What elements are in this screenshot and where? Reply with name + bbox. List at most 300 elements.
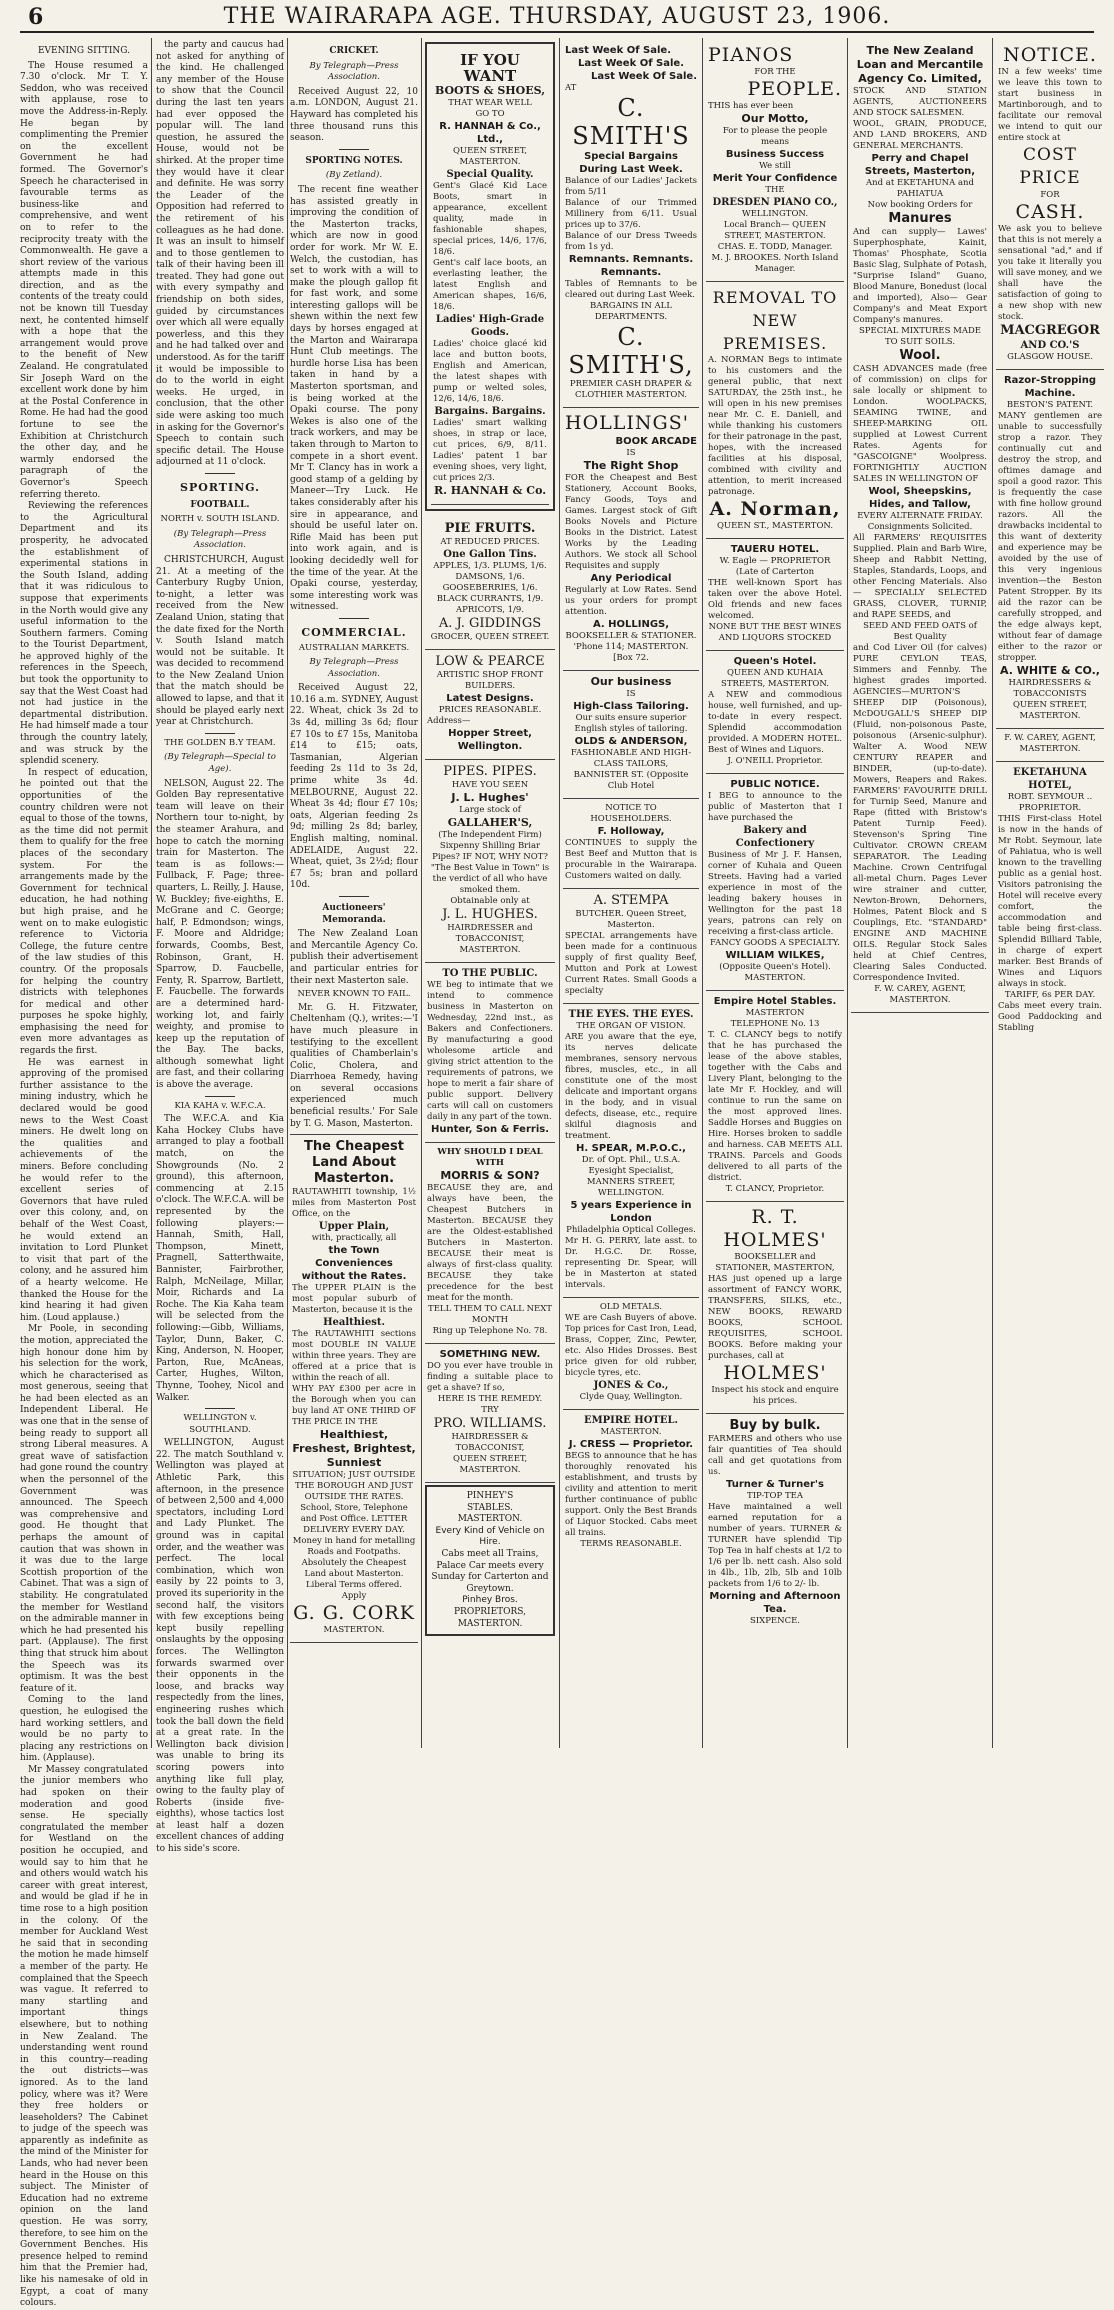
ad-text: PRICES REASONABLE.: [438, 705, 542, 715]
article-heading: AUSTRALIAN MARKETS.: [298, 642, 410, 653]
ad-text: (The Independent Firm): [438, 830, 542, 840]
ad-text: Our suits ensure superior English styles of tailoring.: [574, 713, 688, 734]
ad-name: C. SMITH'S,: [568, 323, 694, 379]
column-parliament: [20, 40, 148, 2309]
ad-text: Ladies' choice glacé kid lace and button boots, English and American, the latest shapes with pump or welted soles, 12/6, 14/6, 18/6.: [433, 339, 547, 404]
article-heading: KIA KAHA v. W.F.C.A.: [174, 1100, 266, 1111]
masthead: [0, 0, 1114, 34]
ad-text: TELEPHONE No. 13: [730, 1019, 820, 1029]
column-ads-a: [425, 40, 555, 1746]
ad-text: HAIRDRESSERS & TOBACCONISTS QUEEN STREET, MASTERTON.: [1008, 678, 1092, 721]
ad-text: GALLAHER'S,: [447, 816, 533, 829]
ad-text: MANY gentlemen are unable to successfully strop a razor. They continually cut and destroy the strop, and oftimes damage and spoil a good razor. This is frequently the case with fine hollow ground razors. All the drawbacks incidental to this want of dexterity and experience may be avoided by the use of this very ingenious invention—the Beston Patent Stropper. By its aid the razor can be carefully stropped, and the edge always kept, without fear of damage either to the razor or stropper.: [998, 411, 1102, 663]
ad-name: Pinhey Bros.: [462, 1595, 518, 1606]
column-divider: [847, 38, 848, 1748]
divider: [205, 733, 235, 734]
ad-subtitle: High-Class Tailoring.: [573, 701, 689, 712]
column-divider: [287, 38, 288, 1748]
ad-text: HAS just opened up a large assortment of FANCY WORK, TRANSFERS, SILKS, etc., NEW BOOKS, REWARD BOOKS, SCHOOL REQUISITES, SCHOOL BOOKS. Before making your purchases, call at: [708, 1274, 842, 1361]
ad-text: Ring up Telephone No. 78.: [432, 1326, 548, 1336]
article-paragraph: The New Zealand Loan and Mercantile Agency Co. publish their advertisement and particular entries for their next Masterton sale.: [290, 929, 418, 986]
ad-text: Mr H. G. PERRY, late asst. to Dr. H.G.C. Dr. Rosse, representing Dr. Spear, will be in Masterton at stated intervals.: [565, 1236, 697, 1290]
ad-title: PINHEY'S: [466, 1491, 514, 1501]
ad-subtitle: Bakery and Confectionery: [735, 825, 815, 849]
ad-text: GLASGOW HOUSE.: [1007, 352, 1093, 362]
advert-nz-loan: [851, 40, 989, 1013]
advert-olds-anderson: [563, 671, 699, 799]
ad-text: The UPPER PLAIN is the most popular suburb of Masterton, because it is the: [292, 1283, 416, 1316]
ad-text: and Cod Liver Oil (for calves) PURE CEYLON TEAS, Simmers and Fennby. The highest grades imported. AGENCIES—MURTON'S SHEEP DIP (Poisonous), McDOUGALL'S SHEEP DIP (Fluid, non-poisonous Paste, poisonous (Arsenic-sulphur). Walter A. Wood NEW CENTURY REAPER and BINDER, (up-to-date). Mowers, Reapers and Rakes. FARMERS' FAVOURITE DRILL for Turnip Seed, Manure and Rape (fitted with Bristow's Patent Turnip Feed). Stevenson's Spring Tine Cultivator. CROWN CREAM SEPARATOR. The Leading Machine. Crown Centrifugal all-metal Churn. Pages Lever wire strainer and cutter, Newton-Brown, Dehorners, Holmes, Patent Block and S Couplings, Etc. "STANDARD" ENGINE AND MACHINE OILS. Regular Stock Sales held at Chief Centres, Clearing Sales Conducted. Correspondence Invited.: [853, 643, 987, 983]
column-ads-b: [563, 40, 699, 1746]
advert-pipes: [425, 760, 555, 963]
ad-text: We ask you to believe that this is not merely a sensational "ad," and if you take it literally you will save money, and we shall have the satisfaction of going to a new shop with new stock.: [998, 224, 1102, 322]
article-paragraph: Reviewing the references to the Agricultural Department and its prosperity, he advocated the establishment of experimental stations in the South Island, adding that it was ridiculous to suppose that experiments in the North would give any useful information to the Southern farmers. Coming to the Tourist Department, he approved highly of the references in the Speech, but took the opportunity to say that the West Coast had not had justice in the departmental distribution. He had himself made a tour through the country lately, and was struck by the splendid scenery.: [20, 501, 148, 767]
ad-text: THE: [765, 185, 785, 195]
advert-boots: [425, 42, 555, 511]
ad-text: TARIFF, 6s PER DAY.: [1004, 990, 1096, 1000]
column-divider: [421, 38, 422, 1748]
column-divider: [559, 38, 560, 1748]
article-paragraph: Mr Massey congratulated the junior members who had spoken on their moderation and good sense. He specially congratulated the member for Westland on the position he occupied, and would say to him that he and others would watch his career with great interest, and would be glad if he in time rose to a high position in the colony. Of the member for Auckland West he said that in seconding the motion he made himself a member of the party. He complained that the Speech was vague. It referred to many startling and important things elsewhere, but to nothing in New Zealand. The understanding went round in this country—reading the out districts—was ignored. As to the land policy, where was it? Were they free holders or leaseholders? The Cabinet to judge of the speech was apparently as indefinite as the mind of the Minister for Lands, who had never been heard in the House on this subject. The Minister of Education had no extreme opinion on the land question. He was sorry, therefore, to see him on the Government Benches. His presence helped to remind him that the Premier had, like his namesake of old in Egypt, a coat of many colours.: [20, 1764, 148, 2309]
ad-title: Last Week Of Sale.: [565, 45, 671, 56]
article-paragraph: The W.F.C.A. and Kia Kaha Hockey Clubs have arranged to play a football match, on the Showgrounds (No. 2 ground), this afternoon, commencing at 2.15 o'clock. The W.F.C.A. will be represented by the following players:—Hannah, Smith, Hall, Thompson, Minett, Pragnell, Satterthwaite, Bannister, Fairbrother, Ralph, McNeilage, Millar, Moir, Richards and La Roche. The Kia Kaha team will be selected from the following:—Gibb, Williams, Taylor, Dunn, Baker, C. King, Anderson, N. Hooper, Parton, Rue, McAneas, Carter, Hughes, Wilton, Thynne, Toohey, Nicol and Walker.: [156, 1114, 284, 1403]
ad-text: Philadelphia Optical Colleges.: [566, 1225, 696, 1235]
article-paragraph: The House resumed a 7.30 o'clock. Mr T. Y. Seddon, who was received with applause, rose to move the Address-in-Reply. He began by complimenting the Premier on the excellent Government he had formed. The Governor's Speech he characterised in favourable terms as business-like and comprehensive, and went on to refer to the reciprocity treaty with the Commonwealth. He gave a short review of the various attempts made in this direction, and as the contents of the treaty could not be known till Tuesday next, he contented himself with a hope that the arrangement would prove to the benefit of New Zealand. He congratulated Sir Joseph Ward on the excellent work done by him at the Postal Conference in Rome. He had had the good fortune to see the Exhibition at Christchurch the other day, and he warmly endorsed the paragraph of the Governor's Speech referring thereto.: [20, 60, 148, 500]
ad-text: BOOKSELLER and STATIONER, MASTERTON,: [715, 1252, 835, 1273]
ad-subtitle: Any Periodical: [590, 573, 672, 584]
ad-text: Upper Plain,: [318, 1221, 390, 1233]
ad-text: Tables of Remnants to be cleared out during Last Week.: [565, 279, 697, 300]
ad-subtitle: Every Kind of Vehicle on Hire.: [435, 1525, 545, 1548]
article-heading: NEVER KNOWN TO FAIL.: [297, 989, 411, 1000]
byline: (By Zetland).: [325, 170, 383, 181]
ad-text: FOR THE: [754, 67, 796, 77]
ad-text: DO you ever have trouble in finding a suitable place to get a shave? If so,: [427, 1361, 553, 1393]
divider: [339, 149, 369, 150]
advert-taueru-hotel: [706, 539, 844, 651]
ad-text: Clyde Quay, Wellington.: [579, 1392, 683, 1402]
ad-text: Cabs meet all Trains, Palace Car meets every Sunday for Carterton and Greytown.: [431, 1548, 549, 1594]
ad-text: We still: [759, 161, 791, 171]
ad-text: AT REDUCED PRICES.: [440, 537, 540, 547]
ad-text: Liberal Terms offered.: [305, 1580, 403, 1591]
ad-title: STABLES.: [466, 1502, 514, 1513]
advert-morris: [425, 1143, 555, 1344]
ad-text: NONE BUT THE BEST WINES AND LIQUORS STOCKED: [708, 622, 842, 643]
ad-name: A. STEMPA: [593, 893, 669, 908]
byline: (By Telegraph—Press Association.: [173, 528, 267, 551]
article-paragraph: Mr Poole, in seconding the motion, appreciated the high honour done him by his selection for the work, which he characterised as most generous, seeing that he had been elected as an Independent Liberal. He was one that in the sense of being ready to support all strong Liberal measures. A great wave of satisfaction had gone round the country when the personnel of the Government was announced. The Speech was comprehensive and good. He thought that perhaps the amount of caution that was shown in it was due to the large Scottish proportion of the Cabinet. That was a sign of stability. He congratulated the member for Westland on the admirable manner in which he had presented his part. (Applause). The first thing that struck him about the Speech was its optimism. It was the best feature of it.: [20, 1324, 148, 1694]
article-paragraph: The recent fine weather has assisted greatly in improving the condition of the Masterton tracks, which are now in good order for work. Mr W. E. Welch, the custodian, has set to work with a will to make the plough gallop fit for fast work, and some interesting gallops will be shewn within the next few days by horses engaged at the Marton and Wairarapa Hunt Club meetings. The hurdle horse Lisa has been taken in hand by a Masterton sportsman, and is being worked at the Opaki course. The pony Wekes is also one of the track workers, and may be taken through to Marton to compete in a short event. Mr T. Clancy has in work a good stamp of a gelding by Maneer—Try Luck. He takes considerably after his sire in appearance, and should be useful later on. Rifle Maid has been put into work again, and is looking decidedly well for the time of the year. At the Opaki course, yesterday, some interesting work was witnessed.: [290, 184, 418, 613]
ad-text: APPLES, 1/3. PLUMS, 1/6. DAMSONS, 1/6. GOOSEBERRIES, 1/6. BLACK CURRANTS, 1/9. APRICOTS, 1/9.: [433, 561, 547, 615]
ad-text: CASH ADVANCES made (free of commission) on clips for sale locally or shipment to London. WOOLPACKS, SEAMING TWINE, and SHEEP-MARKING OIL supplied at Lowest Current Rates. Agents for "GASCOIGNE" Woolpress. FORTNIGHTLY AUCTION SALES IN WELLINGTON OF: [853, 364, 987, 484]
ad-title: BOOTS & SHOES,: [434, 84, 546, 97]
ad-text: AT: [565, 83, 577, 93]
ad-text: QUEEN STREET, MASTERTON.: [452, 146, 528, 167]
section-heading: EVENING SITTING.: [37, 46, 131, 56]
ad-text: Regularly at Low Rates. Send us your orders for prompt attention.: [565, 585, 697, 617]
ad-title: OLD METALS.: [599, 1302, 663, 1312]
ad-title: PIE FRUITS.: [444, 521, 536, 536]
column-ads-e: [996, 40, 1104, 1746]
column-news: [290, 40, 418, 1746]
ad-title: TO THE PUBLIC.: [442, 968, 538, 979]
advert-pinhey: [425, 1485, 555, 1636]
ad-text: RAUTAWHITI township, 1½ miles from Masterton Post Office, on the: [292, 1187, 416, 1220]
ad-text: PROPRIETORS, MASTERTON.: [453, 1606, 527, 1629]
ad-text: All FARMERS' REQUISITES Supplied. Plain and Barb Wire, Sheep and Rabbit Netting, Staples, Standards, Loops, and other Fencing Materials. Also— SPECIALLY SELECTED GRASS, CLOVER, TURNIP, and RAPE SEEDS, and: [853, 533, 987, 620]
ad-text: Sixpenny Shilling Briar Pipes? IF NOT, WHY NOT? "The Best Value in Town" is the verdict of all who have smoked them.: [430, 841, 550, 895]
ad-title: Last Week Of Sale.: [591, 71, 697, 82]
ad-subtitle: 5 years Experience in London: [570, 1200, 692, 1224]
article-heading: NORTH v. SOUTH ISLAND.: [160, 514, 280, 525]
ad-name: A. J. GIDDINGS: [438, 616, 542, 631]
ad-text: Obtainable only at: [450, 896, 530, 906]
ad-text: THAT WEAR WELL: [448, 98, 532, 108]
ad-text: EVERY ALTERNATE FRIDAY. Consignments Solicited.: [857, 511, 983, 532]
advert-holloway: [563, 799, 699, 889]
ad-text: SPECIAL MIXTURES MADE TO SUIT SOILS.: [858, 326, 982, 347]
article-heading: THE GOLDEN B.Y TEAM.: [164, 737, 276, 748]
section-heading: SPORTING.: [180, 480, 260, 494]
ad-name: H. SPEAR, M.P.O.C.,: [576, 1143, 686, 1154]
ad-text: Hopper Street, Wellington.: [448, 728, 532, 752]
ad-subtitle: Our Motto,: [741, 112, 809, 125]
ad-text: MANNERS STREET, WELLINGTON.: [586, 1177, 676, 1198]
ad-text: For to please the people means: [722, 126, 828, 147]
ad-text: with, practically, all: [311, 1233, 397, 1244]
section-heading: SPORTING NOTES.: [305, 155, 403, 166]
ad-name: J. CRESS — Proprietor.: [568, 1439, 694, 1450]
advert-stempa: [563, 889, 699, 1004]
byline: (By Telegraph—Special to Age).: [164, 752, 276, 775]
ad-name: MACGREGOR: [1000, 323, 1100, 338]
ad-text: MASTERTON: [745, 1008, 805, 1018]
article-heading: WELLINGTON v. SOUTHLAND.: [183, 1413, 257, 1435]
advert-hollings: [563, 408, 699, 671]
ad-text: IS: [626, 448, 636, 458]
article-paragraph: CHRISTCHURCH, August 21. At a meeting of the Canterbury Rugby Union, to-night, a letter was received from the New Zealand Union, stating that the date fixed for the North v. South Island match would not be suitable. It was decided to recommend to the New Zealand Union that the match should be allowed to lapse, and that it should be played early next year at Christchurch.: [156, 554, 284, 728]
advert-old-metals: [563, 1298, 699, 1410]
ad-text: WE beg to intimate that we intend to commence business in Masterton on Wednesday, 22nd inst., as Bakers and Confectioners. By manufacturing a good wholesome article and giving strict attention to the requirements of patrons, we hope to merit a fair share of public support. Delivery carts will call on customers daily in any part of the town.: [427, 980, 553, 1122]
ad-name: R. HANNAH & Co.: [433, 484, 547, 497]
ad-title: IF YOU WANT: [460, 51, 520, 85]
ad-text: GO TO: [475, 109, 505, 119]
ad-title: PEOPLE.: [747, 78, 842, 100]
ad-text: the Town Conveniences without the Rates.: [301, 1245, 407, 1283]
article-paragraph: Received August 22, 10 a.m. LONDON, August 21. Hayward has completed his three thousand runs this season.: [290, 86, 418, 144]
ad-text: SIXPENCE.: [749, 1616, 800, 1626]
ad-text: QUEEN ST., MASTERTON.: [716, 521, 834, 531]
ad-text: BARGAINS IN ALL DEPARTMENTS.: [590, 301, 672, 322]
ad-name: J. L. Hughes': [451, 791, 529, 804]
ad-name: HOLMES': [723, 1362, 827, 1384]
article-paragraph: In respect of education, he pointed out that the opportunities of the country children were not equal to those of the towns, as the time did not permit them to qualify for the free places of the secondary system. For the arrangements made by the Government for technical education, he had nothing but high praise, and he went on to make eulogistic reference to Victoria College, the future centre of the law studies of this country. Of the proposals for helping the country districts with telephones for medical and other purposes he spoke highly, emphasising the need for even more advantages as regards the first.: [20, 767, 148, 1057]
divider: [205, 1096, 235, 1097]
ad-title: NOTICE.: [1003, 44, 1097, 66]
ad-subtitle: THE ORGAN OF VISION.: [576, 1021, 686, 1031]
ad-text: ARTISTIC SHOP FRONT BUILDERS.: [436, 670, 544, 691]
ad-text: Cabs meet every train. Good Paddocking and Stabling: [998, 1001, 1102, 1033]
masthead-rule: [20, 31, 1094, 33]
ad-title: The Cheapest Land About Masterton.: [304, 1139, 404, 1187]
ad-name: F. Holloway,: [597, 826, 665, 837]
ad-text: MASTERTON.: [457, 1514, 523, 1525]
ad-name: C. SMITH'S: [572, 94, 690, 150]
ad-text: TIP-TOP TEA: [747, 1491, 803, 1501]
ad-title: TAUERU HOTEL.: [730, 544, 820, 555]
ad-subtitle: Manures: [888, 211, 952, 226]
ad-text: TELL THEM TO CALL NEXT MONTH: [428, 1304, 552, 1325]
ad-text: BEGS to announce that he has thoroughly renovated his establishment, and trusts by civility and attention to merit further continuance of public support. Only the Best Brands of Liquor Stocked. Cabs meet all trains.: [565, 1451, 697, 1538]
ad-subtitle: Ladies' High-Grade Goods.: [435, 314, 545, 338]
ad-text: THIS has ever been: [708, 101, 794, 111]
ad-text: Healthiest, Freshest, Brightest, Sunniest: [292, 1428, 416, 1470]
ad-subtitle: Bargains. Bargains.: [434, 406, 546, 417]
ad-text: Have maintained a well earned reputation for a number of years. TURNER & TURNER have splendid Tip Top Tea in half chests at 1/2 to 1/6 per lb. nett cash. Also sold in 4lb., 1lb, 2lb, 5lb and 10lb packets from 1/6 to 2/- lb.: [708, 1502, 842, 1589]
ad-name: MORRIS & SON?: [440, 1169, 540, 1182]
ad-title: Buy by bulk.: [729, 1418, 821, 1433]
advert-low-pearce: [425, 650, 555, 760]
column-ads-d: [851, 40, 989, 1746]
ad-text: ROBT. SEYMOUR .. PROPRIETOR.: [1007, 792, 1093, 813]
ad-text: MASTERTON.: [323, 1625, 385, 1636]
ad-text: SPECIAL arrangements have been made for a continuous supply of first quality Beef, Mutton and Pork at Lowest Current Rates. Small Goods a specialty: [565, 931, 697, 996]
ad-title: REMOVAL TO NEW PREMISES.: [712, 288, 838, 353]
ad-text: Ladies' smart walking shoes, in strap or lace, cut prices, 6/9, 8/11. Ladies' patent 1 bar evening shoes, very light, cut prices 2/3.: [433, 418, 547, 483]
ad-text: IS: [626, 689, 636, 699]
ad-title: Last Week Of Sale.: [578, 58, 684, 69]
ad-text: QUEEN AND KUHAIA STREETS, MASTERTON.: [721, 668, 829, 689]
section-heading: COMMERCIAL.: [301, 625, 407, 639]
ad-name: WILLIAM WILKES,: [725, 950, 825, 961]
ad-text: Large stock of: [459, 805, 521, 815]
advert-removal: [706, 282, 844, 539]
advert-empire-stables: [706, 991, 844, 1202]
article-paragraph: He was earnest in approving of the promised further assistance to the mining industry, which he declared would be good news to the West Coast miners. He dwelt long on the qualities and achievements of the miners. Before concluding he would refer to the excellent series of Governors that have ruled over this colony, and, on behalf of the West Coast, he would extend an invitation to Lord Plunket to visit that part of the colony, and he assured him of a hearty welcome. He thanked the House for the kind hearing it had given him. (Loud applause.): [20, 1057, 148, 1323]
ad-text: Local Branch— QUEEN STREET, MASTERTON.: [723, 220, 827, 241]
advert-razor: [996, 370, 1104, 729]
ad-text: I BEG to announce to the public of Masterton that I have purchased the: [708, 791, 842, 823]
ad-text: J. O'NEILL Proprietor.: [727, 756, 823, 766]
section-heading: CRICKET.: [329, 46, 379, 56]
ad-name: R. T. HOLMES': [723, 1206, 827, 1251]
ad-text: The RAUTAWHITI sections most DOUBLE IN VALUE within three years. They are offered at a price that is within the reach of all.: [292, 1329, 416, 1384]
ad-title: THE EYES. THE EYES.: [568, 1009, 694, 1020]
ad-text: Apply: [341, 1591, 367, 1602]
ad-title: LOW & PEARCE: [435, 654, 545, 669]
ad-text: ARE you aware that the eye, its nerves delicate membranes, sensory nervous fibres, muscles, etc., in all constitute one of the most delicate and important organs in the body, and in visual defects, disease, etc., require skilful diagnosis and treatment.: [565, 1032, 697, 1141]
divider: [205, 1408, 235, 1409]
ad-text: T. CLANCY, Proprietor.: [725, 1184, 825, 1194]
column-sporting: [156, 40, 284, 1855]
ad-text: (Opposite Queen's Hotel). MASTERTON.: [719, 962, 831, 983]
ad-subtitle: Latest Designs.: [446, 693, 534, 704]
ad-title: CASH.: [1015, 201, 1085, 223]
article-paragraph: Coming to the land question, he eulogised the hard working settlers, and would be no party to placing any restrictions on him. (Applause).: [20, 1695, 148, 1764]
byline: By Telegraph—Press Association.: [309, 657, 399, 679]
divider: [339, 896, 369, 897]
ad-text: FASHIONABLE AND HIGH-CLASS TAILORS,: [570, 748, 692, 769]
ad-text: CONTINUES to supply the Best Beef and Mutton that is procurable in the Wairarapa. Customers waited on daily.: [565, 838, 697, 881]
ad-text: Balance of our Ladies' Jackets from 5/11: [565, 176, 697, 197]
ad-text: HAIRDRESSER and TOBACCONIST, MASTERTON.: [447, 923, 533, 955]
ad-text: F. W. CAREY, AGENT, MASTERTON.: [874, 984, 966, 1005]
article-paragraph: Mr. G. H. Fitzwater, Cheltenham (Q.), writes:—'I have much pleasure in testifying to the excellent qualities of Chamberlain's Colic, Cholera, and Diarrhoea Remedy, having on several occasions experienced much beneficial results.' For Sale by T. G. Mason, Masterton.: [290, 1002, 418, 1129]
ad-text: Balance of our Trimmed Millinery from 6/11. Usual prices up to 37/6.: [565, 198, 697, 230]
ad-text: A. NORMAN Begs to intimate to his customers and the general public, that next SATURDAY, the 25th inst., he will open in his new premises near Mr. C. E. Daniell, and while thanking his customers for their patronage in the past, hopes, with the increased facilities at his disposal, combined with civility and attention, to merit increased patronage.: [708, 355, 842, 497]
advert-carey: [996, 729, 1104, 762]
ad-text: FOR the Cheapest and Best Stationery, Account Books, Fancy Goods, Toys and Games. Largest stock of Gift Books Novels and Picture Books in the District. Latest Works by the Leading Authors. We stock all School Requisites and supply: [565, 473, 697, 571]
ad-text: PREMIER CASH DRAPER & CLOTHIER MASTERTON.: [569, 379, 693, 400]
ad-text: WELLINGTON.: [741, 209, 809, 219]
ad-text: BANNISTER ST. (Opposite Club Hotel: [573, 770, 689, 791]
ad-text: THIS First-class Hotel is now in the hands of Mr Robt. Seymour, late of Pahiatua, who is well known to the travelling public as a genial host. Visitors patronising the Hotel will receive every comfort, the accommodation and table being first-class. Splendid Billiard Table, in charge of expert marker. Best Brands of Wines and Liquors always in stock.: [998, 814, 1102, 989]
ad-subtitle: Remnants. Remnants. Remnants.: [568, 254, 694, 278]
advert-something-new: [425, 1344, 555, 1483]
ad-text: WOOL, GRAIN, PRODUCE, AND LAND BROKERS, AND GENERAL MERCHANTS.: [853, 119, 987, 151]
ad-text: Healthiest.: [323, 1317, 385, 1329]
advert-queens-hotel: [706, 651, 844, 774]
ad-text: Dr. of Opt. Phil., U.S.A. Eyesight Specialist,: [581, 1155, 681, 1176]
ad-text: WE are Cash Buyers of above. Top prices for Cast Iron, Lead, Brass, Copper, Zinc, Pewter, etc. Also Hides Drosses. Best price given for old rubber, bicycle tyres, etc.: [565, 1313, 697, 1378]
ad-name: A. WHITE & CO.,: [1000, 664, 1100, 677]
ad-subtitle: Merit Your Confidence: [712, 173, 838, 184]
ad-subtitle: The Right Shop: [583, 459, 679, 472]
ad-text: W. Eagle — PROPRIETOR (Late of Carterton: [719, 556, 831, 577]
ad-title: EMPIRE HOTEL.: [583, 1415, 679, 1426]
divider: [205, 473, 235, 474]
ad-title: PUBLIC NOTICE.: [730, 779, 820, 790]
ad-subtitle: Special Bargains During Last Week.: [579, 151, 683, 175]
byline: By Telegraph—Press Association.: [309, 60, 399, 83]
ad-text: GROCER, QUEEN STREET.: [430, 632, 550, 642]
advert-pie-fruits: [425, 517, 555, 650]
ad-text: WHY PAY £300 per acre in the Borough when you can buy land AT ONE THIRD OF THE PRICE IN THE: [292, 1384, 416, 1428]
ad-text: FOR: [1040, 190, 1060, 200]
ad-text: TERMS REASONABLE.: [580, 1539, 682, 1549]
advert-buy-by-bulk: [706, 1414, 844, 1633]
ad-title: EKETAHUNA HOTEL,: [1013, 767, 1087, 791]
ad-name: Turner & Turner's: [726, 1479, 824, 1490]
ad-text: Absolutely the Cheapest Land about Masterton.: [301, 1558, 407, 1580]
ad-title: BOOK ARCADE: [615, 436, 697, 447]
ad-subtitle: Wool, Sheepskins, Hides, and Tallow,: [868, 486, 972, 510]
advert-eketahuna-hotel: [996, 762, 1104, 1040]
ad-text: CHAS. E. TODD, Manager.: [717, 242, 833, 252]
ad-text: HAVE YOU SEEN: [451, 780, 529, 790]
article-paragraph: NELSON, August 22. The Golden Bay representative team will leave on their Northern tour to-night, by the steamer Arahura, and hope to catch the morning train for Masterton. The team is as follows:—Fullback, F. Page; three-quarters, L. Reilly, J. Hause, W. Buckley; five-eighths, E. McGrane and C. George; half, P. Edmondson; wings, F. Moore and Aldridge; forwards, Coombs, Best, Robinson, Grant, H. Sparrow, D. Faucbelle, Fenty, R. Sparrow, Bartlett, F. Faucbelle. The forwards are a determined hard-working lot, and fairly weighty, and promise to keep up the reputation of the Bay. The backs, although somewhat light are fast, and their collaring is above the average.: [156, 778, 284, 1091]
ad-title: SOMETHING NEW.: [439, 1349, 541, 1360]
newspaper-title: THE WAIRARAPA AGE. THURSDAY, AUGUST 23, 1906.: [223, 4, 891, 29]
ad-title: Empire Hotel Stables.: [713, 996, 837, 1007]
ad-title: Our business: [590, 675, 672, 688]
ad-text: Business of Mr J. F. Hansen, corner of Kuhaia and Queen Streets. Having had a varied experience in most of the leading bakery houses in Wellington for the past 18 years, patrons can rely on receiving a first-class article.: [708, 850, 842, 937]
ad-subtitle: Morning and Afternoon Tea.: [709, 1591, 841, 1615]
ad-title: Razor-Stropping Machine.: [1003, 375, 1097, 399]
article-paragraph: Received August 22, 10.16 a.m. SYDNEY, August 22. Wheat, chick 3s 2d to 3s 4d, milling 3s 6d; flour £7 10s to £7 15s, Manitoba £14 to £15; oats, Tasmanian, Algerian feeding 2s 11d to 3s 2d, prime white 3s 4d. MELBOURNE, August 22. Wheat 3s 4d; flour £7 10s; oats, Algerian feeding 2s 9d; milling 2s 8d; barley, English malting, nominal. ADELAIDE, August 22. Wheat, quiet, 3s 2½d; flour £7 5s; bran and pollard 10d.: [290, 683, 418, 891]
ad-title: COST PRICE: [1019, 145, 1081, 188]
ad-subtitle: Special Quality.: [446, 169, 534, 180]
ad-text: And at EKETAHUNA and PAHIATUA: [866, 178, 974, 199]
ad-name: PRO. WILLIAMS.: [433, 1416, 547, 1431]
ad-name: A. HOLLINGS,: [592, 619, 670, 630]
ad-text: TRY: [481, 1405, 499, 1415]
ad-text: And can supply— Lawes' Superphosphate, Kainit, Thomas' Phosphate, Scotia Basic Slag, Sulphate of Potash, "Surprise Island" Guano, Blood Manure, Bonedust (local and imported), Also— Gear Company's and Meat Export Company's manures.: [853, 227, 987, 325]
ad-name: A. Norman,: [709, 498, 841, 520]
page-number: 6: [28, 4, 44, 30]
section-heading: Auctioneers' Memoranda.: [322, 902, 386, 925]
ad-text: Inspect his stock and enquire his prices.: [711, 1385, 839, 1406]
ad-text: Address—: [427, 716, 471, 726]
ad-name: AND CO.'S: [1020, 340, 1080, 351]
sub-heading: FOOTBALL.: [190, 499, 250, 510]
ad-text: IN a few weeks' time we leave this town to start business in Martinborough, and to facilitate our removal we intend to quit our entire stock at: [998, 67, 1102, 143]
ad-text: Balance of our Dress Tweeds from 1s yd.: [565, 231, 697, 252]
advert-c-smith: [563, 40, 699, 408]
advert-cheapest-land: [290, 1134, 418, 1643]
ad-subtitle: One Gallon Tins.: [443, 549, 537, 560]
ad-subtitle: Wool.: [899, 348, 941, 363]
ad-text: BOOKSELLER & STATIONER. 'Phone 114; MASTERTON. [Box 72.: [565, 631, 697, 663]
ad-title: NOTICE TO HOUSEHOLDERS.: [590, 803, 672, 824]
ad-text: SEED AND FEED OATS of Best Quality: [863, 621, 977, 642]
advert-holmes: [706, 1202, 844, 1414]
ad-name: J. L. HUGHES.: [442, 907, 538, 922]
column-divider: [992, 38, 993, 1748]
ad-text: WHY SHOULD I DEAL WITH: [437, 1147, 543, 1168]
ad-name: OLDS & ANDERSON,: [574, 736, 688, 747]
advert-pianos: [706, 40, 844, 282]
ad-name: JONES & Co.,: [593, 1380, 669, 1391]
ad-name: DRESDEN PIANO CO.,: [712, 197, 838, 208]
ad-title: Queen's Hotel.: [733, 656, 817, 667]
ad-name: The New Zealand Loan and Mercantile Agency Co. Limited,: [856, 44, 984, 85]
advert-eyes: [563, 1004, 699, 1298]
ad-text: HAIRDRESSER & TOBACCONIST,: [451, 1432, 529, 1453]
ad-text: FANCY GOODS A SPECIALTY.: [709, 938, 841, 948]
ad-name: G. G. CORK: [293, 1602, 415, 1625]
ad-text: FARMERS and others who use fair quantities of Tea should call and get quotations from us.: [708, 1434, 842, 1477]
advert-notice: [996, 40, 1104, 370]
ad-text: Now booking Orders for: [867, 200, 973, 210]
ad-name: HOLLINGS': [565, 412, 689, 434]
ad-text: HERE IS THE REMEDY.: [437, 1394, 543, 1404]
ad-title: PIPES. PIPES.: [443, 764, 537, 779]
ad-text: A NEW and commodious house, well furnished, and up-to-date in every respect. Splendid accommodation provided. A MODERN HOTEL. Best of Wines and Liquors.: [708, 690, 842, 755]
ad-text: Gent's calf lace boots, an everlasting leather, the latest English and American shapes, 16/6, 18/6.: [433, 258, 547, 312]
article-paragraph: the party and caucus had not asked for anything of the kind. He challenged any member of the House to show that the Council during the last ten years had ever opposed the popular will. The land question, he assured the House, would not be shirked. At the proper time they would have it clear and definite. He was sorry the Leader of the Opposition had referred to the retirement of his colleagues as he had done. It was an insult to himself and to those gentlemen to talk of their having been ill treated. They had gone out with every sympathy and friendship on both sides, guided by circumstances over which all were equally powerless, and this they and he had talked over and understood. As for the tariff it would be impossible to do to the world in eight weeks. He urged, in conclusion, that the other side were asking too much in asking for the Governor's Speech to contain such specific detail. The House adjourned at 11 o'clock.: [156, 40, 284, 468]
ad-name: Hunter, Son & Ferris.: [430, 1124, 550, 1135]
ad-text: BUTCHER. Queen Street, Masterton.: [575, 909, 687, 930]
ad-text: Gent's Glacé Kid Lace Boots, smart in appearance, excellent quality, made in fashionable shapes, special prices, 14/6, 17/6, 18/6.: [433, 181, 547, 257]
ad-text: M. J. BROOKES. North Island Manager.: [711, 253, 839, 274]
ad-text: School, Store, Telephone and Post Office. LETTER DELIVERY EVERY DAY. Money in hand for metalling Roads and Footpaths.: [292, 1503, 416, 1558]
column-ads-c: [706, 40, 844, 1746]
column-divider: [151, 38, 152, 1748]
ad-text: BECAUSE they are, and always have been, the Cheapest Butchers in Masterton. BECAUSE they are the Oldest-established Butchers in Masterton. BECAUSE their meat is always of first-class quality. BECAUSE they take precedence for the best meat for the month.: [427, 1183, 553, 1303]
ad-subtitle: Perry and Chapel Streets, Masterton,: [864, 153, 976, 177]
ad-text: SITUATION; JUST OUTSIDE THE BOROUGH AND JUST OUTSIDE THE RATES.: [292, 1470, 416, 1503]
ad-text: QUEEN STREET, MASTERTON.: [452, 1454, 528, 1475]
article-paragraph: WELLINGTON, August 22. The match Southland v. Wellington was played at Athletic Park, this afternoon, in the presence of between 2,500 and 4,000 spectators, including Lord and Lady Plunket. The ground was in capital order, and the weather was perfect. The local combination, which won easily by 22 points to 3, proved its superiority in the second half, the visitors with few exceptions being kept busily repelling onslaughts by the opposing forces. The Wellington forwards swarmed over their opponents in the loose, and bracks way respectedly from the lines, engineering rushes which took the ball down the field at a great rate. In the Wellington back division was unable to bring its scoring powers into anything like full play, owing to the faulty play of Roberts (inside five-eighths), whose tactics lost at least half a dozen excellent chances of adding to his side's score.: [156, 1438, 284, 1855]
advert-public-notice: [706, 774, 844, 991]
ad-text: MASTERTON.: [600, 1427, 662, 1437]
ad-title: PIANOS: [708, 44, 794, 66]
divider: [339, 618, 369, 619]
ad-text: F. W. CAREY, AGENT, MASTERTON.: [1004, 733, 1096, 754]
ad-name: R. HANNAH & Co., Ltd.,: [439, 121, 541, 145]
